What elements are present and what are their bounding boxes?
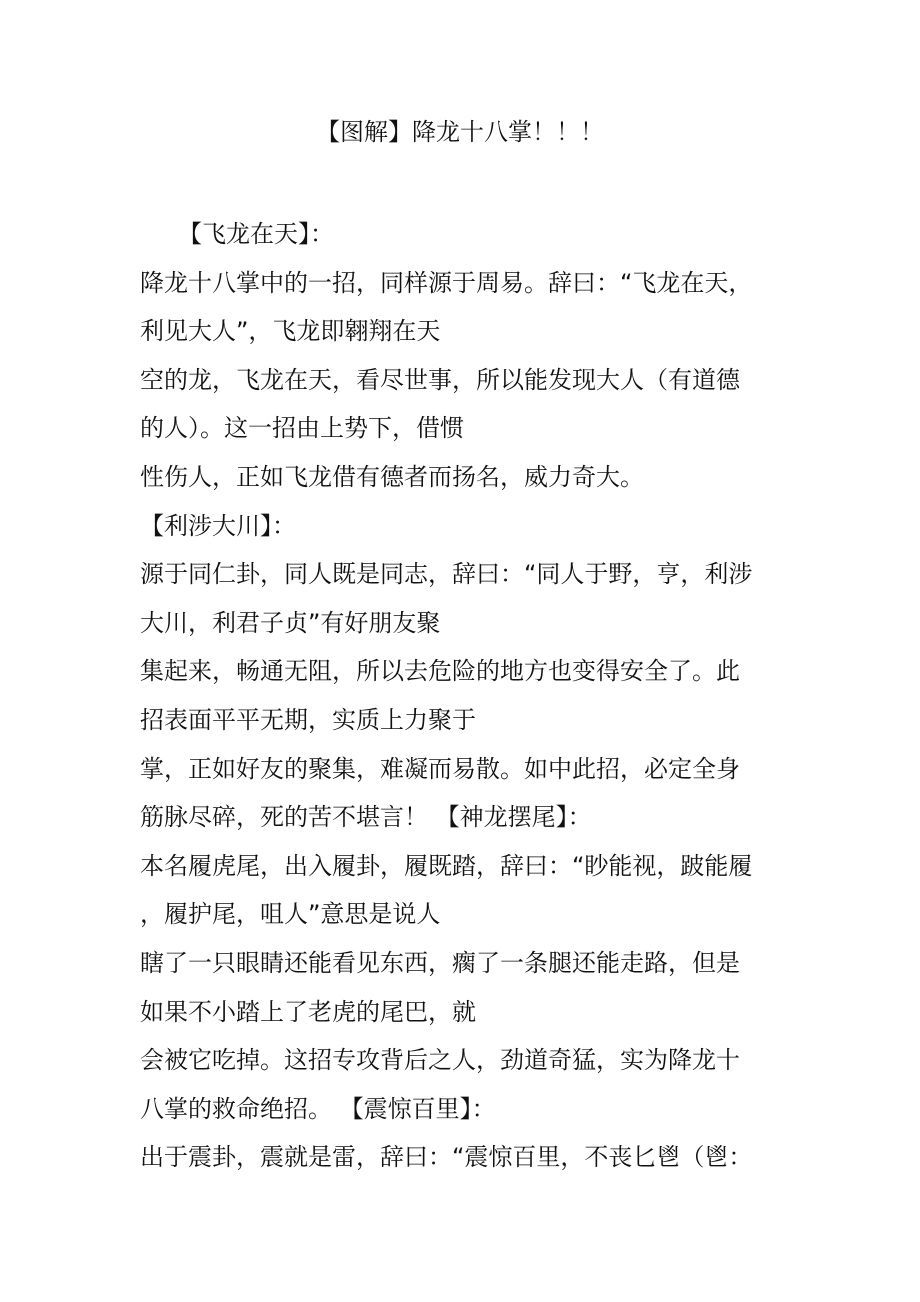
paragraph-line: 空的龙，飞龙在天，看尽世事，所以能发现大人（有道德: [140, 365, 740, 394]
paragraph-line: 的人）。这一招由上势下，借惯: [140, 414, 464, 443]
paragraph-line-heading: 【利涉大川】：: [140, 511, 296, 540]
paragraph-line-heading: 【飞龙在天】：: [178, 220, 334, 248]
paragraph-line: 降龙十八掌中的一招，同样源于周易。辞曰：“飞龙在天，: [140, 268, 753, 297]
paragraph-line: 会被它吃掉。这招专攻背后之人，劲道奇猛，实为降龙十: [140, 1046, 740, 1075]
paragraph-line: 利见大人”，飞龙即翱翔在天: [140, 317, 441, 346]
paragraph-line: 掌，正如好友的聚集，难凝而易散。如中此招，必定全身: [140, 754, 740, 783]
paragraph-line: 瞎了一只眼睛还能看见东西，瘸了一条腿还能走路，但是: [140, 948, 740, 977]
paragraph-line: 八掌的救命绝招。 【震惊百里】：: [140, 1094, 496, 1123]
document-body: [140, 210, 780, 1182]
paragraph-line: 集起来，畅通无阻，所以去危险的地方也变得安全了。此: [140, 657, 740, 686]
paragraph-line: 如果不小踏上了老虎的尾巴，就: [140, 997, 476, 1026]
paragraph-line: 招表面平平无期，实质上力聚于: [140, 705, 476, 734]
paragraph-line: 本名履虎尾，出入履卦，履既踏，辞曰：“眇能视，跛能履: [140, 851, 753, 880]
paragraph-line: ，履护尾，咀人”意思是说人: [140, 900, 441, 929]
paragraph-line: 筋脉尽碎，死的苦不堪言！ 【神龙摆尾】：: [140, 803, 592, 832]
paragraph-line: 源于同仁卦，同人既是同志，辞曰：“同人于野，亨，利涉: [140, 560, 753, 589]
paragraph-line: 出于震卦，震就是雷，辞曰：“震惊百里，不丧匕鬯（鬯：: [140, 1143, 753, 1172]
document-title: 【图解】降龙十八掌！！！: [316, 118, 604, 146]
paragraph-line: 性伤人，正如飞龙借有德者而扬名，威力奇大。: [140, 462, 644, 491]
paragraph-line: 大川，利君子贞”有好朋友聚: [140, 608, 441, 637]
